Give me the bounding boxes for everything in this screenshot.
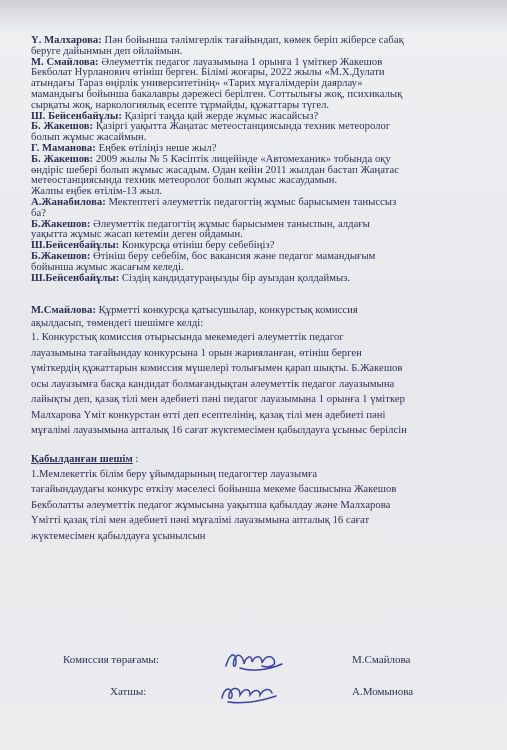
summary-line: мұғалімі лауазымына апталық 16 сағат жүктемесімен қабылдауға ұсыныс берілсін <box>31 425 407 437</box>
dialogue-line: Г. Маманова: Еңбек өтіліңіз неше жыл? <box>31 142 217 154</box>
dialogue-line: Жалпы еңбек өтілім-13 жыл. <box>31 186 163 198</box>
summary-line: осы лауазымға басқа кандидат болмағандықтан әлеуметтік педагог лауазымына <box>31 378 395 390</box>
speaker-name: Ш.Бейсенбайұлы: <box>31 240 120 252</box>
speaker-name: Ү. Малхарова: <box>31 35 102 46</box>
secretary-label: Хатшы: <box>110 686 147 698</box>
dialogue-line: уақытта жұмыс жасап кетемін деген ойдамын. <box>31 229 243 241</box>
dialogue-line: Б.Жакешов: Әлеуметтік педагогтің жұмыс барысымен таныспын, алдағы <box>31 218 370 230</box>
summary-line: лауазымына тағайындау конкурсына 1 орын жарияланған, өтініш берген <box>31 347 362 359</box>
dialogue-line: сырқаты жоқ, наркологиялық есепте тұрмайды, құжаттары түгел. <box>31 99 330 111</box>
dialogue-line: Б.Жакешов: Өтініш беру себебім, бос вакансия және педагог мамандығым <box>31 250 376 262</box>
decision-line: жүктемесімен қабылдауға ұсынылсын <box>31 530 206 542</box>
dialogue-line: бойынша жұмыс жасағым келеді. <box>31 261 184 273</box>
dialogue-section <box>31 36 477 284</box>
chair-label: Комиссия төрағамы: <box>63 654 159 666</box>
page-fold-shadow <box>0 0 507 34</box>
decision-line: Үмітті қазақ тілі мен әдебиеті пәні мұғалімі лауазымына апталық 16 сағат <box>31 515 370 527</box>
secretary-handwritten-signature <box>218 680 282 708</box>
secretary-signature-row <box>0 678 507 704</box>
secretary-name: А.Момынова <box>352 686 414 698</box>
decision-colon: : <box>135 453 139 465</box>
summary-line: лайықты деп, қазақ тілі мен әдебиеті пәні педагог лауазымына 1 орынға 1 үміткер <box>31 394 406 406</box>
summary-line: Малхарова Үміт конкурстан өтті деп есептелінің, қазақ тілі мен әдебиеті пәні <box>31 409 386 421</box>
dialogue-line: өндіріс шебері болып жұмыс жасадым. Одан кейін 2011 жылдан бастап Жаңатас <box>31 164 399 176</box>
speaker-name: Ш. Бейсенбайұлы: <box>31 110 122 122</box>
speaker-name: Б.Жакешов: <box>31 218 91 230</box>
dialogue-line: Бекболат Нурланович өтініш берген. Білімі жоғары, 2022 жылы «М.Х.Дулати <box>31 67 385 79</box>
dialogue-line: ба? <box>31 207 46 219</box>
summary-line: үміткердің құжаттарын комиссия мүшелері толығымен қарап шықты. Б.Жакешов <box>31 363 403 375</box>
summary-line: ақылдасып, төмендегі шешімге келді: <box>31 318 204 330</box>
chair-signature-row <box>0 648 507 674</box>
dialogue-line: Ш.Бейсенбайұлы: Сіздің кандидатураңызды бір ауыздан қолдаймыз. <box>31 272 351 284</box>
decision-line: 1.Мемлекеттік білім беру ұйымдарының педагогтер лауазымға <box>31 468 318 480</box>
dialogue-line: Б. Жакешов: 2009 жылы № 5 Кәсіптік лицейінде «Автомеханик» тобында оқу <box>31 153 391 165</box>
dialogue-line: А.Жанабилова: Мектептегі әлеуметтік педагогтің жұмыс барысымен таныссыз <box>31 196 397 208</box>
decision-line: тағайындаудағы конкурс өткізу мәселесі бойынша мекеме басшысына Жакешов <box>31 484 397 496</box>
speaker-name: Б.Жакешов: <box>31 250 91 262</box>
dialogue-line: атындағы Тараз өңірлік университетінің» «Тарих мұғалімдерін даярлау» <box>31 78 363 90</box>
dialogue-line: Б. Жакешов: Қазіргі уақытта Жаңатас метеостанциясында техник метеоролог <box>31 121 391 133</box>
speaker-name: Ш.Бейсенбайұлы: <box>31 272 120 284</box>
speaker-name: А.Жанабилова: <box>31 196 106 208</box>
summary-section <box>31 304 477 439</box>
chair-handwritten-signature <box>222 646 286 676</box>
decision-line: Бекболатты әлеуметтік педагог жұмысына уақытша қабылдау және Малхарова <box>31 499 391 511</box>
dialogue-line: беруге дайынмын деп ойлаймын. <box>31 45 183 57</box>
decision-heading: Қабылданған шешім <box>31 453 133 465</box>
summary-line: М.Смайлова: Құрметті конкурсқа қатысушылар, конкурстық комиссия <box>31 305 358 317</box>
speaker-name: Г. Маманова: <box>31 142 96 154</box>
decision-heading-row <box>31 453 477 467</box>
decision-section <box>31 453 477 545</box>
dialogue-line: М. Смайлова: Әлеуметтік педагог лауазымына 1 орынға 1 үміткер Жакешов <box>31 56 383 68</box>
summary-line: 1. Конкурстық комиссия отырысында мекемедегі әлеуметтік педагог <box>31 332 344 344</box>
dialogue-line: Ү. Малхарова: Пән бойынша тәлімгерлік тағайындап, көмек беріп жіберсе сабақ <box>31 35 404 46</box>
dialogue-line: Ш.Бейсенбайұлы: Конкурсқа өтініш беру себебіңіз? <box>31 240 275 252</box>
dialogue-line: метеостанциясында техник метеоролог болып жұмыс жасаудамын. <box>31 175 338 187</box>
dialogue-line: Ш. Бейсенбайұлы: Қазіргі таңда қай жерде жұмыс жасайсыз? <box>31 110 319 122</box>
speaker-name: Б. Жакешов: <box>31 153 94 165</box>
dialogue-line: болып жұмыс жасаймын. <box>31 132 147 144</box>
chair-name: М.Смайлова <box>352 654 411 666</box>
dialogue-line: мамандығы бойынша бакалавры дәрежесі берілген. Соттылығы жоқ, психикалық <box>31 88 403 100</box>
speaker-name: М. Смайлова: <box>31 56 99 68</box>
speaker-name: М.Смайлова: <box>31 305 96 317</box>
speaker-name: Б. Жакешов: <box>31 121 94 133</box>
